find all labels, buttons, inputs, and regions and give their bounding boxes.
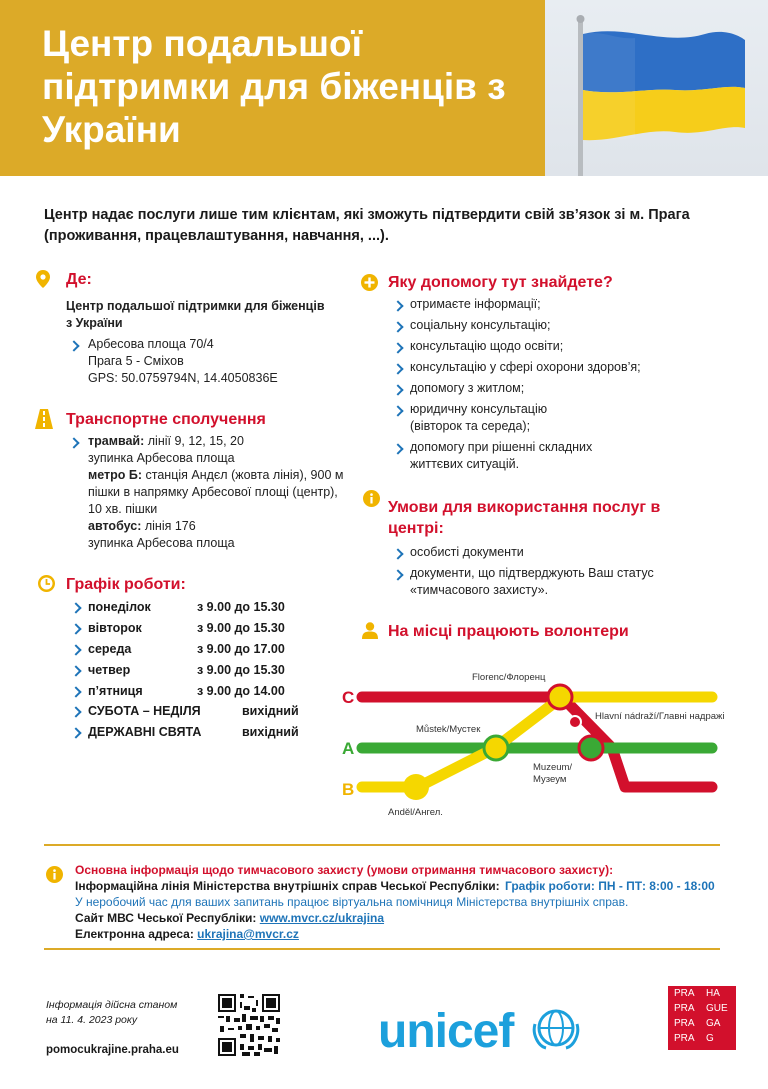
chevron-right-icon (70, 644, 81, 655)
gps-coordinates: GPS: 50.0759794N, 14.4050836E (88, 371, 278, 385)
praha-logo-text: PRA (674, 988, 695, 999)
praha-logo (668, 986, 736, 1050)
schedule-time: з 9.00 до 15.30 (197, 600, 285, 614)
help-item: консультацію у сфері охорони здоров’я; (410, 360, 641, 374)
help-item-cont: життєвих ситуацій. (410, 457, 520, 471)
info-hotline: Інформаційна лінія Міністерства внутрішніх справ Чеської Республіки: (75, 879, 500, 893)
station-hlavni (569, 716, 581, 728)
line-a-label: A (342, 739, 355, 758)
chevron-right-icon (70, 623, 81, 634)
chevron-right-icon (68, 437, 79, 448)
conditions-title-1: Умови для використання послуг в (388, 499, 661, 516)
info-email-link[interactable]: ukrajina@mvcr.cz (197, 927, 299, 941)
chevron-right-icon (70, 686, 81, 697)
chevron-right-icon (392, 300, 403, 311)
info-icon (363, 490, 380, 507)
line-b-label: B (342, 780, 355, 799)
muzeum-label-2: Музеум (533, 774, 567, 785)
chevron-right-icon (70, 602, 81, 613)
tram-stop: зупинка Арбесова площа (88, 451, 235, 465)
station-mustek (484, 736, 508, 760)
volunteers-title: На місці працюють волонтери (388, 623, 629, 640)
chevron-right-icon (392, 342, 403, 353)
validity-note-line2: на 11. 4. 2023 року (46, 1014, 138, 1026)
line-c-label: C (342, 688, 355, 707)
schedule-day: понеділок (88, 600, 151, 614)
chevron-right-icon (392, 363, 403, 374)
help-item: допомогу при рішенні складних (410, 440, 593, 454)
muzeum-label-1: Muzeum/ (533, 762, 573, 773)
praha-logo-text: GUE (706, 1003, 728, 1014)
unicef-logo: unicef (378, 1005, 514, 1058)
chevron-right-icon (392, 548, 403, 559)
qr-code-icon (216, 992, 282, 1058)
condition-item-cont: «тимчасового захисту». (410, 583, 549, 597)
intro-text: Центр надає послуги лише тим клієнтам, які зможуть підтвердити свій зв’язок зі м. Прага (проживання, працевлаштування, навчання, ...). (44, 207, 690, 244)
hlavni-label: Hlavní nádraží/Главні надражі (595, 711, 725, 722)
info-icon (46, 866, 63, 883)
divider-bottom (44, 948, 720, 950)
chevron-right-icon (392, 384, 403, 395)
schedule-day: СУБОТА – НЕДІЛЯ (88, 704, 201, 718)
location-pin-icon (36, 270, 50, 288)
metro-label: метро Б: (88, 468, 143, 482)
bus-stop: зупинка Арбесова площа (88, 536, 235, 550)
schedule-time: з 9.00 до 14.00 (197, 684, 285, 698)
center-name: Центр подальшої підтримки для біженців з України (66, 299, 325, 330)
where-title: Де: (66, 271, 92, 288)
help-item: консультацію щодо освіти; (410, 339, 564, 353)
metro-text: станція Андєл (жовта лінія), 900 м (142, 468, 344, 482)
praha-logo-text: HA (706, 988, 720, 999)
info-hours: Графік роботи: ПН - ПТ: 8:00 - 18:00 (505, 879, 715, 893)
chevron-right-icon (70, 727, 81, 738)
help-item: юридичну консультацію (410, 402, 548, 416)
address-line2: Прага 5 - Сміхов (88, 354, 184, 368)
chevron-right-icon (392, 569, 403, 580)
info-virtual-assistant: У неробочий час для ваших запитань працює віртуальна помічниця Міністерства внутрішніх справ. (75, 895, 629, 909)
mustek-label: Můstek/Мустек (416, 724, 481, 735)
chevron-right-icon (392, 405, 403, 416)
header-banner (0, 0, 768, 176)
schedule-time: вихідний (242, 704, 299, 718)
bus-label: автобус: (88, 519, 142, 533)
praha-logo-text: PRA (674, 1033, 695, 1044)
chevron-right-icon (392, 321, 403, 332)
praha-logo-text: GA (706, 1018, 721, 1029)
info-heading: Основна інформація щодо тимчасового захисту (умови отримання тимчасового захисту): (75, 863, 614, 877)
bus-text: лінія 176 (141, 519, 196, 533)
schedule-day: п’ятниця (88, 684, 143, 698)
help-item-cont: (вівторок та середа); (410, 419, 531, 433)
clock-icon (38, 575, 55, 592)
info-email-label: Електронна адреса: (75, 927, 198, 941)
schedule-title: Графік роботи: (66, 576, 186, 593)
condition-item: документи, що підтверджують Ваш статус (410, 566, 654, 580)
unicef-emblem-icon (532, 1004, 580, 1052)
chevron-right-icon (70, 706, 81, 717)
schedule-day: четвер (88, 663, 131, 677)
andel-label: Anděl/Ангел. (388, 807, 443, 818)
validity-note-line1: Інформація дійсна станом (46, 999, 178, 1011)
plus-circle-icon (361, 274, 378, 291)
road-icon (35, 409, 53, 429)
conditions-title-2: центрі: (388, 520, 444, 537)
praha-logo-text: PRA (674, 1018, 695, 1029)
address-line1: Арбесова площа 70/4 (88, 337, 214, 351)
praha-logo-text: PRA (674, 1003, 695, 1014)
chevron-right-icon (392, 443, 403, 454)
divider-top (44, 844, 720, 846)
transport-title: Транспортне сполучення (66, 411, 266, 428)
schedule-time: з 9.00 до 17.00 (197, 642, 285, 656)
info-website-label: Сайт МВС Чеської Республіки: (75, 911, 260, 925)
help-item: допомогу з житлом; (410, 381, 525, 395)
help-title: Яку допомогу тут знайдете? (388, 274, 613, 291)
praha-logo-text: G (706, 1033, 714, 1044)
schedule-time: з 9.00 до 15.30 (197, 663, 285, 677)
info-website-link[interactable]: www.mvcr.cz/ukrajina (259, 911, 385, 925)
metro-map (330, 660, 730, 820)
schedule-day: вівторок (88, 621, 142, 635)
person-icon (362, 622, 378, 639)
station-florenc (548, 685, 572, 709)
metro-text-3: 10 хв. пішки (88, 502, 158, 516)
tram-text: лінії 9, 12, 15, 20 (144, 434, 244, 448)
help-item: соціальну консультацію; (410, 318, 551, 332)
help-item: отримаєте інформації; (410, 297, 541, 311)
schedule-day: ДЕРЖАВНІ СВЯТА (88, 725, 202, 739)
chevron-right-icon (70, 665, 81, 676)
station-muzeum (579, 736, 603, 760)
chevron-right-icon (68, 340, 79, 351)
station-andel (403, 774, 429, 800)
schedule-time: з 9.00 до 15.30 (197, 621, 285, 635)
footer-url[interactable]: pomocukrajine.praha.eu (46, 1044, 179, 1056)
schedule-day: середа (88, 642, 132, 656)
metro-text-2: пішки в напрямку Арбесової площі (центр), (88, 485, 338, 499)
schedule-time: вихідний (242, 725, 299, 739)
condition-item: особисті документи (410, 545, 524, 559)
tram-label: трамвай: (88, 434, 145, 448)
page-title: Центр подальшої підтримки для біженців з України (42, 23, 506, 150)
florenc-label: Florenc/Флоренц (472, 672, 546, 683)
validity-note (46, 998, 196, 1028)
ukraine-flag-image (545, 0, 768, 176)
